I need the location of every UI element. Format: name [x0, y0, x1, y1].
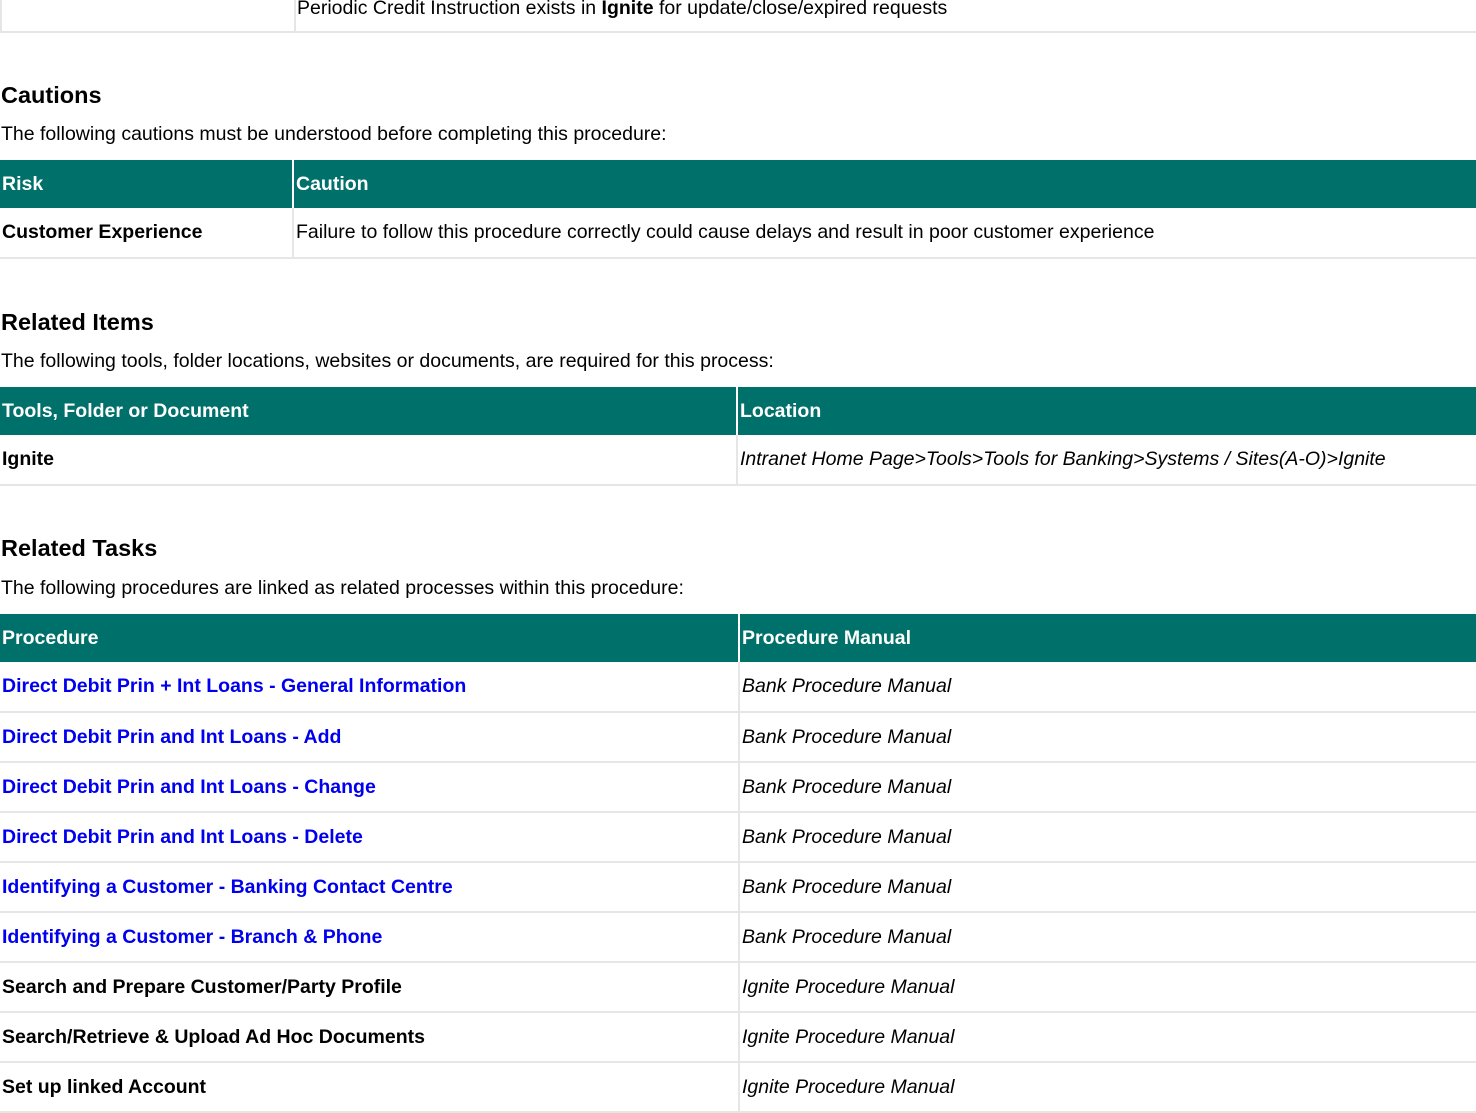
cautions-description: The following cautions must be understood before completing this procedure:	[1, 123, 667, 145]
procedure-cell[interactable]	[0, 912, 739, 962]
location-cell: Intranet Home Page>Tools>Tools for Banking>Systems / Sites(A-O)>Ignite	[737, 435, 1476, 485]
row-text-bold: Ignite	[601, 0, 654, 19]
related-items-title: Related Items	[1, 309, 154, 335]
related-items-table	[0, 387, 1476, 486]
manual-cell: Ignite Procedure Manual	[739, 962, 1476, 1012]
cautions-title: Cautions	[1, 82, 102, 108]
previous-table-row	[0, 0, 1476, 33]
manual-cell: Ignite Procedure Manual	[739, 1012, 1476, 1062]
table-row	[0, 862, 1476, 912]
manual-cell: Bank Procedure Manual	[739, 862, 1476, 912]
risk-cell: Customer Experience	[0, 208, 293, 258]
table-row	[0, 912, 1476, 962]
column-header-risk: Risk	[0, 160, 293, 208]
manual-cell: Ignite Procedure Manual	[739, 1062, 1476, 1112]
column-header-location: Location	[737, 387, 1476, 435]
procedure-cell: Search/Retrieve & Upload Ad Hoc Documents	[0, 1012, 739, 1062]
manual-cell: Bank Procedure Manual	[739, 912, 1476, 962]
procedure-link[interactable]: Direct Debit Prin and Int Loans - Delete	[2, 825, 363, 848]
related-items-description: The following tools, folder locations, websites or documents, are required for this process:	[1, 350, 774, 372]
table-header-row	[0, 160, 1476, 208]
cautions-table	[0, 160, 1476, 259]
table-row	[0, 962, 1476, 1012]
table-row	[0, 208, 1476, 258]
procedure-cell[interactable]	[0, 712, 739, 762]
related-tasks-description: The following procedures are linked as related processes within this procedure:	[1, 577, 684, 599]
caution-cell: Failure to follow this procedure correctly could cause delays and result in poor customer experience	[293, 208, 1476, 258]
table-row	[0, 435, 1476, 485]
previous-table-cell-text	[296, 0, 947, 31]
column-header-caution: Caution	[293, 160, 1476, 208]
procedure-link[interactable]: Identifying a Customer - Branch & Phone	[2, 925, 383, 948]
related-tasks-table	[0, 614, 1476, 1113]
previous-table-cell-empty	[0, 0, 296, 31]
manual-cell: Bank Procedure Manual	[739, 712, 1476, 762]
manual-cell: Bank Procedure Manual	[739, 812, 1476, 862]
column-header-procedure-manual: Procedure Manual	[739, 614, 1476, 662]
manual-cell: Bank Procedure Manual	[739, 762, 1476, 812]
procedure-cell[interactable]	[0, 662, 739, 712]
table-header-row	[0, 387, 1476, 435]
table-row	[0, 662, 1476, 712]
table-row	[0, 1062, 1476, 1112]
procedure-cell[interactable]	[0, 862, 739, 912]
column-header-procedure: Procedure	[0, 614, 739, 662]
tool-cell: Ignite	[0, 435, 737, 485]
procedure-link[interactable]: Direct Debit Prin + Int Loans - General Information	[2, 675, 467, 697]
procedure-link[interactable]: Identifying a Customer - Banking Contact Centre	[2, 875, 453, 898]
procedure-cell[interactable]	[0, 762, 739, 812]
table-row	[0, 1012, 1476, 1062]
procedure-cell: Set up linked Account	[0, 1062, 739, 1112]
row-text-after: for update/close/expired requests	[653, 0, 948, 19]
table-row	[0, 812, 1476, 862]
procedure-link[interactable]: Direct Debit Prin and Int Loans - Change	[2, 775, 376, 798]
column-header-tools: Tools, Folder or Document	[0, 387, 737, 435]
manual-cell: Bank Procedure Manual	[739, 662, 1476, 712]
procedure-cell: Search and Prepare Customer/Party Profile	[0, 962, 739, 1012]
row-text-before: Periodic Credit Instruction exists in	[297, 0, 602, 19]
procedure-link[interactable]: Direct Debit Prin and Int Loans - Add	[2, 725, 342, 748]
related-tasks-title: Related Tasks	[1, 535, 158, 561]
table-header-row	[0, 614, 1476, 662]
table-row	[0, 762, 1476, 812]
procedure-cell[interactable]	[0, 812, 739, 862]
table-row	[0, 712, 1476, 762]
